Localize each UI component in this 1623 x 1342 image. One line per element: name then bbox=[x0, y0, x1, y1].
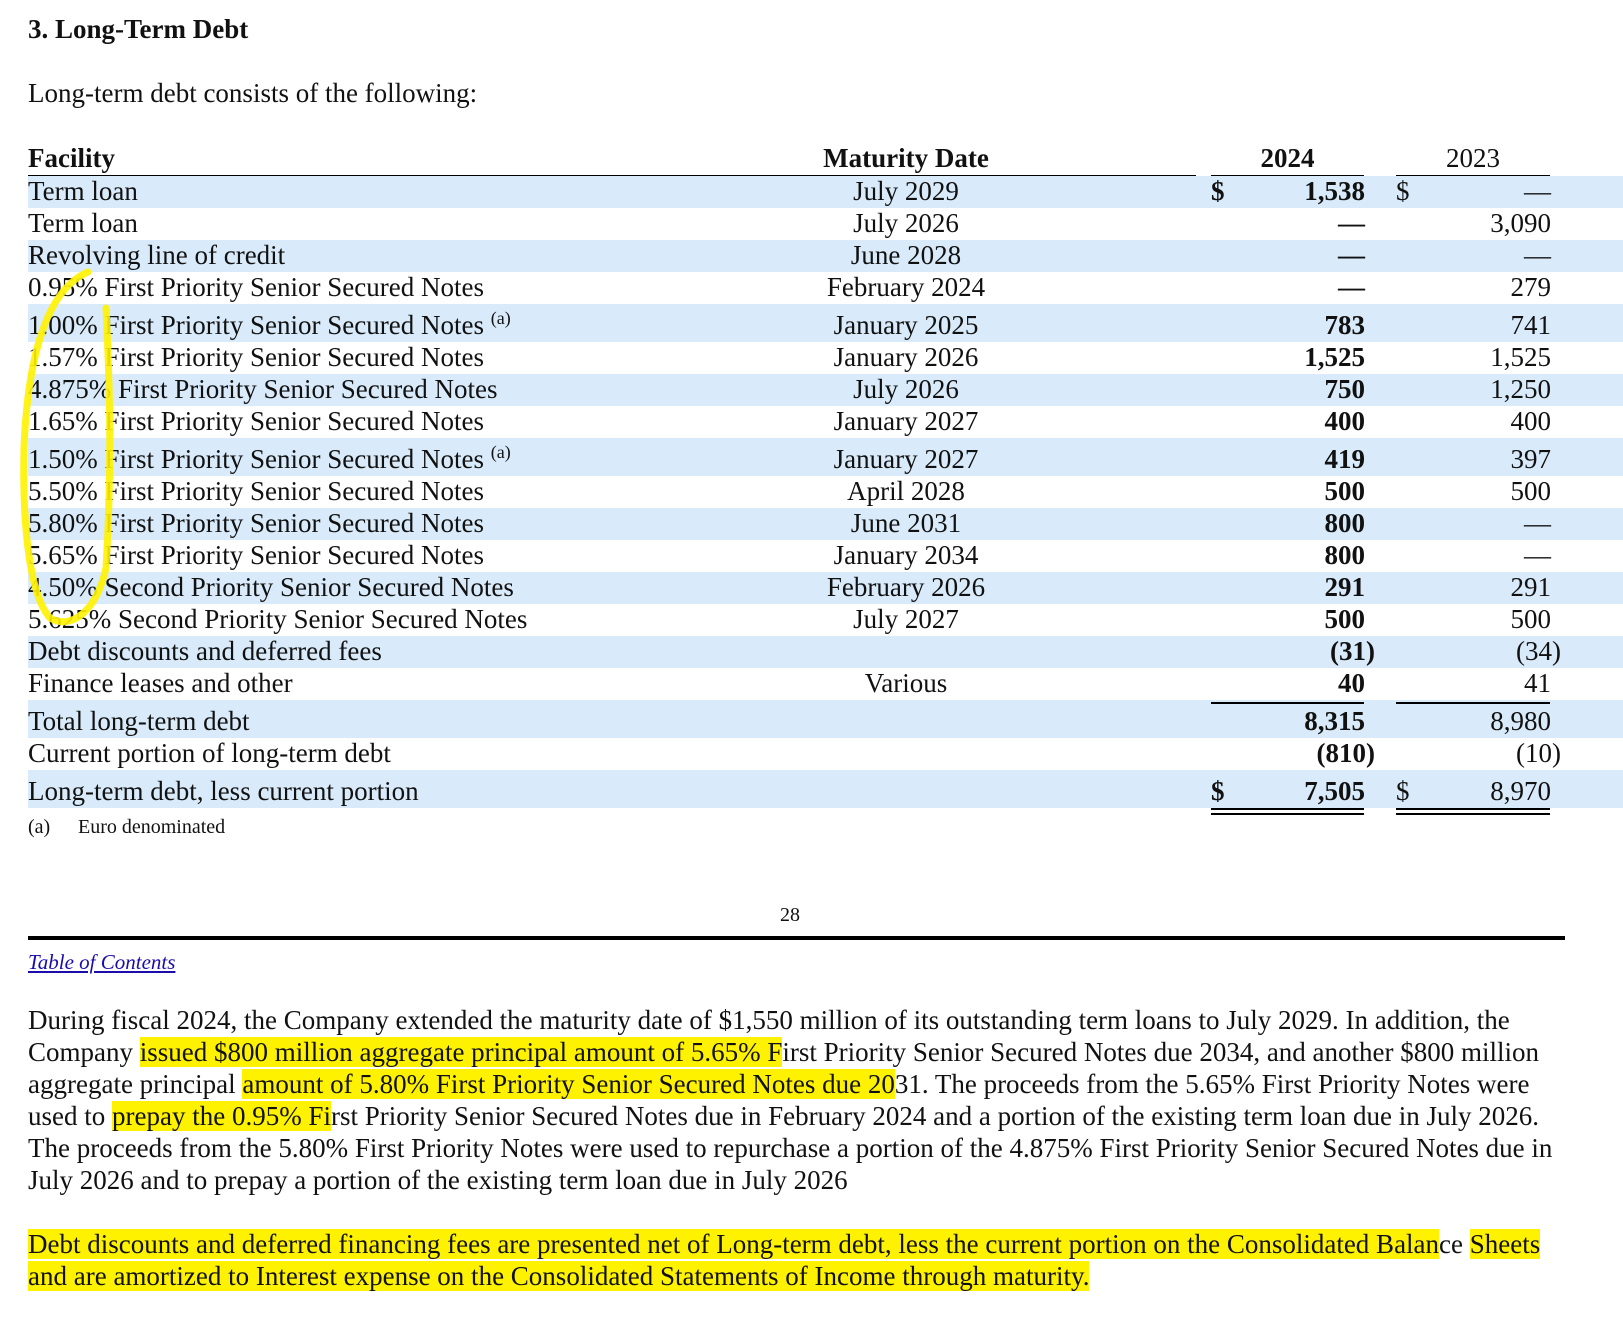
value-2023-cell: 291 bbox=[1510, 572, 1551, 602]
total-double-rule-2024-b bbox=[1211, 813, 1364, 815]
para1-highlight-3: prepay the 0.95% Fi bbox=[112, 1101, 331, 1131]
table-row bbox=[28, 176, 1623, 208]
value-2023-cell: — bbox=[1524, 176, 1551, 206]
footnote bbox=[28, 816, 225, 839]
facility-cell bbox=[28, 738, 391, 768]
header-2024: 2024 bbox=[1260, 143, 1315, 173]
maturity-cell: June 2031 bbox=[850, 508, 962, 538]
value-2023-cell: (34) bbox=[1516, 636, 1561, 666]
total-double-rule-2024 bbox=[1211, 808, 1364, 810]
facility-name: 4.50% Second Priority Senior Secured Notes bbox=[28, 572, 514, 602]
handwritten-bracket-annotation bbox=[10, 268, 120, 636]
table-row bbox=[28, 738, 1623, 770]
para1-highlight-2: amount of 5.80% First Priority Senior Secured Notes due 20 bbox=[242, 1069, 895, 1099]
value-2024-cell: 8,315 bbox=[1304, 706, 1365, 736]
maturity-cell: January 2027 bbox=[833, 444, 979, 474]
table-row bbox=[28, 770, 1623, 808]
para2-text-1: ce bbox=[1439, 1229, 1470, 1259]
maturity-cell: January 2026 bbox=[833, 342, 979, 372]
dollar-sign-2023: $ bbox=[1396, 776, 1410, 806]
table-row bbox=[28, 700, 1623, 738]
facility-cell bbox=[28, 776, 419, 806]
maturity-cell: January 2025 bbox=[833, 310, 979, 340]
value-2024-cell: — bbox=[1338, 240, 1365, 270]
value-2024-cell: 500 bbox=[1324, 476, 1365, 506]
intro-text: Long-term debt consists of the following: bbox=[28, 78, 478, 108]
facility-name: 5.50% First Priority Senior Secured Notes bbox=[28, 476, 484, 506]
value-2023-cell: — bbox=[1524, 540, 1551, 570]
facility-name: 1.50% First Priority Senior Secured Notes bbox=[28, 444, 484, 474]
table-row bbox=[28, 476, 1623, 508]
value-2024-cell: 800 bbox=[1324, 508, 1365, 538]
value-2024-cell: 783 bbox=[1324, 310, 1365, 340]
table-row bbox=[28, 636, 1623, 668]
value-2024-cell: 800 bbox=[1324, 540, 1365, 570]
table-row bbox=[28, 540, 1623, 572]
table-row bbox=[28, 208, 1623, 240]
maturity-cell: July 2026 bbox=[853, 374, 959, 404]
table-row bbox=[28, 438, 1623, 476]
para1-text-3: 31. The proceeds from the 5.65% First Priority Notes were used to bbox=[28, 1069, 1530, 1131]
facility-cell bbox=[28, 668, 293, 698]
value-2024-cell: 7,505 bbox=[1304, 776, 1365, 806]
value-2023-cell: — bbox=[1524, 240, 1551, 270]
facility-name: 4.875% First Priority Senior Secured Notes bbox=[28, 374, 498, 404]
value-2024-cell: — bbox=[1338, 272, 1365, 302]
value-2024-cell: 291 bbox=[1324, 572, 1365, 602]
value-2023-cell: 3,090 bbox=[1490, 208, 1551, 238]
value-2023-cell: 741 bbox=[1510, 310, 1551, 340]
dollar-sign-2024: $ bbox=[1211, 176, 1225, 206]
page-break-rule bbox=[28, 936, 1565, 940]
value-2024-cell: 419 bbox=[1324, 444, 1365, 474]
facility-cell bbox=[28, 176, 138, 206]
table-row bbox=[28, 508, 1623, 540]
facility-name: 5.80% First Priority Senior Secured Notes bbox=[28, 508, 484, 538]
para1-highlight-1: issued $800 million aggregate principal amount of 5.65% F bbox=[139, 1037, 783, 1067]
paragraph-fiscal-2024 bbox=[28, 1004, 1573, 1196]
dollar-sign-2023: $ bbox=[1396, 176, 1410, 206]
facility-name: 1.00% First Priority Senior Secured Notes bbox=[28, 310, 484, 340]
maturity-cell: July 2026 bbox=[853, 208, 959, 238]
para1-text-4: rst Priority Senior Secured Notes due in February 2024 and a portion of the existing term loan due in July 2026. The proceeds from the 5.80% First Priority Notes were used to repurchase a portion of the 4.875% First Priority Senior Secured Notes due in July 2026 and to prepay a portion of the existing term loan due in July 2026 bbox=[28, 1101, 1553, 1195]
value-2023-cell: 1,525 bbox=[1490, 342, 1551, 372]
table-row bbox=[28, 572, 1623, 604]
maturity-cell: January 2027 bbox=[833, 406, 979, 436]
para1-text-1: During fiscal 2024, the Company extended the maturity date of $1,550 million of its outstanding term loans to July 2029. In addition, the Company bbox=[28, 1005, 1510, 1067]
value-2023-cell: 41 bbox=[1524, 668, 1551, 698]
maturity-cell: Various bbox=[864, 668, 948, 698]
value-2024-cell: 40 bbox=[1338, 668, 1365, 698]
facility-name: Term loan bbox=[28, 208, 138, 238]
section-title: 3. Long-Term Debt bbox=[28, 14, 249, 44]
table-body bbox=[28, 176, 1623, 808]
maturity-cell: April 2028 bbox=[847, 476, 965, 506]
table-row bbox=[28, 374, 1623, 406]
para1-text-2: irst Priority Senior Secured Notes due 2034, and another $800 million aggregate principal bbox=[28, 1037, 1540, 1099]
value-2024-cell: 400 bbox=[1324, 406, 1365, 436]
value-2023-cell: 500 bbox=[1510, 476, 1551, 506]
header-2023: 2023 bbox=[1446, 143, 1500, 173]
facility-cell bbox=[28, 208, 138, 238]
maturity-cell: July 2029 bbox=[853, 176, 959, 206]
footnote-text: Euro denominated bbox=[78, 816, 226, 838]
header-maturity: Maturity Date bbox=[823, 143, 989, 173]
footnote-marker: (a) bbox=[490, 442, 511, 462]
facility-name: Current portion of long-term debt bbox=[28, 738, 391, 768]
total-double-rule-2023-b bbox=[1396, 813, 1550, 815]
maturity-cell: January 2034 bbox=[833, 540, 979, 570]
value-2023-cell: 400 bbox=[1510, 406, 1551, 436]
value-2023-cell: 8,980 bbox=[1490, 706, 1551, 736]
value-2024-cell: 1,538 bbox=[1304, 176, 1365, 206]
paragraph-debt-discounts bbox=[28, 1228, 1573, 1292]
value-2023-cell: — bbox=[1524, 508, 1551, 538]
value-2024-cell: 500 bbox=[1324, 604, 1365, 634]
subtotal-rule-2023 bbox=[1396, 702, 1550, 704]
value-2023-cell: 1,250 bbox=[1490, 374, 1551, 404]
value-2024-cell: — bbox=[1338, 208, 1365, 238]
facility-name: 5.65% First Priority Senior Secured Notes bbox=[28, 540, 484, 570]
debt-table bbox=[28, 142, 1623, 808]
para2-highlight-1: Debt discounts and deferred financing fees are presented net of Long-term debt, less the current portion on the Consolidated Balan bbox=[28, 1229, 1440, 1259]
value-2024-cell: 1,525 bbox=[1304, 342, 1365, 372]
facility-name: 1.65% First Priority Senior Secured Notes bbox=[28, 406, 484, 436]
table-row bbox=[28, 668, 1623, 700]
footnote-marker: (a) bbox=[490, 308, 511, 328]
maturity-cell: June 2028 bbox=[850, 240, 962, 270]
table-header bbox=[28, 142, 1623, 176]
table-row bbox=[28, 406, 1623, 438]
facility-cell bbox=[28, 706, 250, 736]
facility-name: Finance leases and other bbox=[28, 668, 293, 698]
table-row bbox=[28, 240, 1623, 272]
value-2024-cell: (31) bbox=[1330, 636, 1375, 666]
total-double-rule-2023 bbox=[1396, 808, 1550, 810]
facility-name: Term loan bbox=[28, 176, 138, 206]
value-2023-cell: 279 bbox=[1510, 272, 1551, 302]
header-facility: Facility bbox=[28, 143, 115, 173]
facility-name: 1.57% First Priority Senior Secured Notes bbox=[28, 342, 484, 372]
maturity-cell: February 2026 bbox=[826, 572, 986, 602]
table-row bbox=[28, 342, 1623, 374]
page-number: 28 bbox=[780, 904, 800, 926]
value-2023-cell: 500 bbox=[1510, 604, 1551, 634]
value-2023-cell: (10) bbox=[1516, 738, 1561, 768]
facility-name: 0.95% First Priority Senior Secured Notes bbox=[28, 272, 484, 302]
facility-name: 5.625% Second Priority Senior Secured Notes bbox=[28, 604, 528, 634]
table-row bbox=[28, 604, 1623, 636]
value-2024-cell: 750 bbox=[1324, 374, 1365, 404]
facility-cell bbox=[28, 240, 285, 270]
facility-name: Debt discounts and deferred fees bbox=[28, 636, 382, 666]
table-row bbox=[28, 272, 1623, 304]
facility-name: Long-term debt, less current portion bbox=[28, 776, 419, 806]
table-row bbox=[28, 304, 1623, 342]
dollar-sign-2024: $ bbox=[1211, 776, 1225, 806]
maturity-cell: February 2024 bbox=[826, 272, 986, 302]
value-2023-cell: 8,970 bbox=[1490, 776, 1551, 806]
value-2024-cell: (810) bbox=[1316, 738, 1375, 768]
para2-highlight-2: Sheets and are amortized to Interest expense on the Consolidated Statements of Income through maturity. bbox=[28, 1229, 1541, 1291]
maturity-cell: July 2027 bbox=[853, 604, 959, 634]
subtotal-rule-2024 bbox=[1211, 702, 1364, 704]
table-of-contents-link[interactable]: Table of Contents bbox=[28, 950, 176, 974]
facility-cell bbox=[28, 636, 382, 666]
facility-name: Revolving line of credit bbox=[28, 240, 286, 270]
facility-name: Total long-term debt bbox=[28, 706, 250, 736]
footnote-label: (a) bbox=[28, 816, 51, 838]
value-2023-cell: 397 bbox=[1510, 444, 1551, 474]
